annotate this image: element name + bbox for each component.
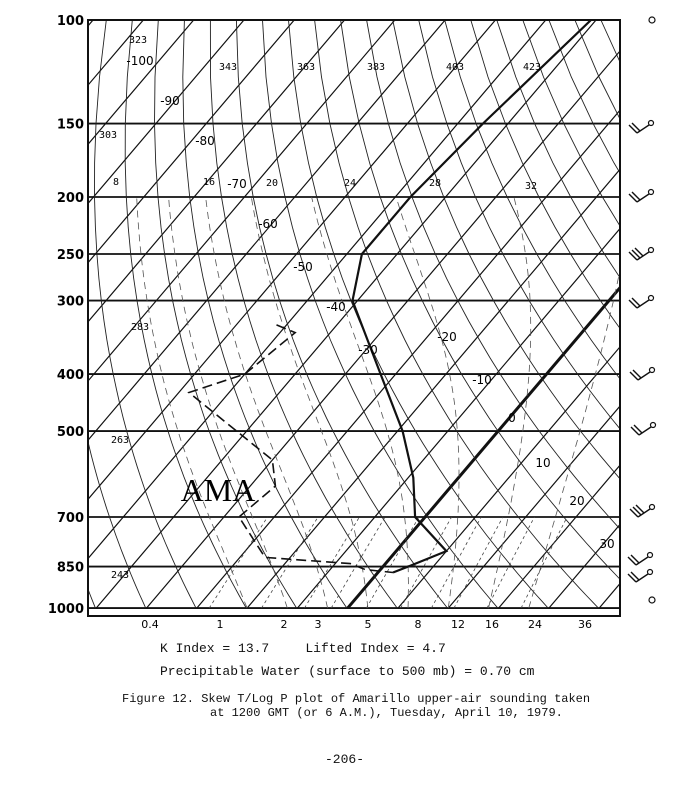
isotherm-line (0, 20, 294, 608)
precipitable-water: Precipitable Water (surface to 500 mb) = 0.70 cm (160, 664, 535, 679)
dry-adiabat-line (679, 20, 686, 608)
dry-adiabat-label: 423 (522, 62, 542, 73)
isotherm-label: -90 (160, 94, 180, 108)
isotherm-line (499, 20, 686, 608)
isotherm-label: -100 (126, 54, 154, 68)
isotherm-line (0, 20, 244, 608)
dry-adiabat-line (627, 20, 686, 608)
moist-adiabat-label: 20 (265, 178, 279, 189)
station-circle-icon (650, 505, 655, 510)
calm-wind-icon (649, 17, 655, 23)
mixing-ratio-tick-label: 36 (578, 618, 592, 631)
isotherm-line (649, 20, 686, 608)
dry-adiabat-line (575, 20, 686, 608)
wind-barb-icon (649, 17, 655, 23)
dry-adiabat-line (419, 20, 686, 608)
wind-barb-icon (628, 570, 653, 583)
isotherm-label: -30 (358, 343, 378, 357)
pressure-tick-label: 300 (56, 294, 84, 310)
isotherm-line (146, 20, 646, 608)
mixing-ratio-tick-label: 12 (451, 618, 465, 631)
moist-adiabat-label: 16 (202, 177, 216, 188)
isotherm-label: -20 (437, 330, 457, 344)
moist-adiabat-line (396, 197, 459, 608)
isotherm-label: -10 (472, 373, 492, 387)
mixing-ratio-tick-label: 5 (364, 618, 372, 631)
dry-adiabat-line (653, 20, 686, 608)
wind-barb-icon (628, 553, 653, 566)
caption-line-1: Figure 12. Skew T/Log P plot of Amarillo upper-air sounding taken (122, 692, 591, 706)
dry-adiabat-line (125, 20, 246, 608)
isotherm-label: 10 (535, 456, 551, 470)
mixing-ratio-tick-label: 3 (314, 618, 322, 631)
dry-adiabat-line (367, 20, 686, 608)
indices-line (160, 641, 446, 656)
moist-adiabat-line (489, 197, 531, 608)
isotherm-label: -40 (326, 300, 346, 314)
mixing-ratio-tick-label: 16 (485, 618, 499, 631)
isotherm-line (348, 20, 686, 608)
isotherm-label: -50 (293, 260, 313, 274)
station-circle-icon (651, 423, 656, 428)
moist-adiabat-label: 28 (428, 178, 442, 189)
dry-adiabat-line (341, 20, 649, 608)
dry-adiabat-label: 383 (366, 62, 386, 73)
wind-barb-icon (629, 121, 654, 134)
mixing-ratio-line (366, 517, 419, 608)
dry-adiabat-line (263, 20, 498, 608)
dry-adiabat-label: 323 (128, 35, 148, 46)
pressure-tick-label: 150 (56, 117, 84, 133)
isotherm-label: -80 (195, 134, 215, 148)
wind-barb-icon (649, 597, 655, 603)
moist-adiabat-label: 8 (112, 177, 120, 188)
moist-adiabat-label: 24 (343, 178, 357, 189)
wind-barb-icon (629, 296, 654, 309)
isotherm-label: -70 (227, 177, 247, 191)
station-circle-icon (649, 248, 654, 253)
wind-barb-icon (629, 190, 654, 203)
mixing-ratio-tick-label: 24 (528, 618, 542, 631)
dry-adiabat-label: 303 (98, 130, 118, 141)
mixing-ratio-tick-label: 2 (280, 618, 288, 631)
caption-line-2: at 1200 GMT (or 6 A.M.), Tuesday, April 10, 1979. (210, 706, 563, 720)
pressure-tick-label: 850 (56, 560, 84, 576)
station-circle-icon (650, 368, 655, 373)
k-index: K Index = 13.7 (160, 641, 270, 656)
lifted-index: Lifted Index = 4.7 (305, 641, 446, 656)
dry-adiabat-line (497, 20, 686, 608)
isotherm-line (398, 20, 686, 608)
station-circle-icon (648, 570, 653, 575)
station-circle-icon (649, 296, 654, 301)
dry-adiabat-label: 343 (218, 62, 238, 73)
isotherm-label: 30 (599, 537, 615, 551)
dry-adiabat-label: 403 (445, 62, 465, 73)
moist-adiabat-line (206, 197, 328, 608)
dry-adiabat-line (236, 20, 447, 608)
station-circle-icon (649, 121, 654, 126)
pressure-tick-label: 700 (56, 510, 84, 526)
pressure-tick-label: 500 (56, 425, 84, 441)
dry-adiabat-line (210, 20, 397, 608)
dry-adiabat-line (601, 20, 686, 608)
wind-barb-icon (629, 248, 654, 261)
mixing-ratio-tick-label: 1 (216, 618, 224, 631)
dry-adiabat-label: 283 (130, 322, 150, 333)
dry-adiabat-label: 263 (110, 435, 130, 446)
isotherm-label: 20 (569, 494, 585, 508)
pressure-tick-label: 250 (56, 248, 84, 264)
station-label: AMA (180, 472, 256, 508)
pressure-tick-label: 100 (56, 14, 84, 29)
pressure-tick-label: 400 (56, 368, 84, 384)
dry-adiabat-label: 243 (110, 570, 130, 581)
dry-adiabat-line (155, 20, 297, 608)
station-circle-icon (648, 553, 653, 558)
station-circle-icon (649, 190, 654, 195)
mixing-ratio-line (431, 517, 481, 608)
figure-caption (122, 692, 590, 720)
pressure-tick-label: 200 (56, 191, 84, 207)
moist-adiabat-label: 32 (524, 181, 538, 192)
dry-adiabat-line (393, 20, 686, 608)
wind-barb-icon (631, 423, 656, 436)
page-number: -206- (325, 752, 365, 767)
mixing-ratio-tick-label: 0.4 (141, 618, 159, 631)
dry-adiabat-line (471, 20, 686, 608)
dry-adiabat-label: 363 (296, 62, 316, 73)
wind-barb-icon (630, 505, 655, 518)
dry-adiabat-line (549, 20, 686, 608)
dewpoint-profile (189, 325, 393, 573)
moist-adiabat-line (169, 197, 288, 608)
mixing-ratio-tick-label: 8 (414, 618, 422, 631)
calm-wind-icon (649, 597, 655, 603)
pressure-tick-label: 1000 (47, 602, 84, 618)
isotherm-line (549, 20, 686, 608)
wind-barb-icon (630, 368, 655, 381)
isotherm-label: 0 (508, 411, 516, 425)
isotherm-label: -60 (258, 217, 278, 231)
